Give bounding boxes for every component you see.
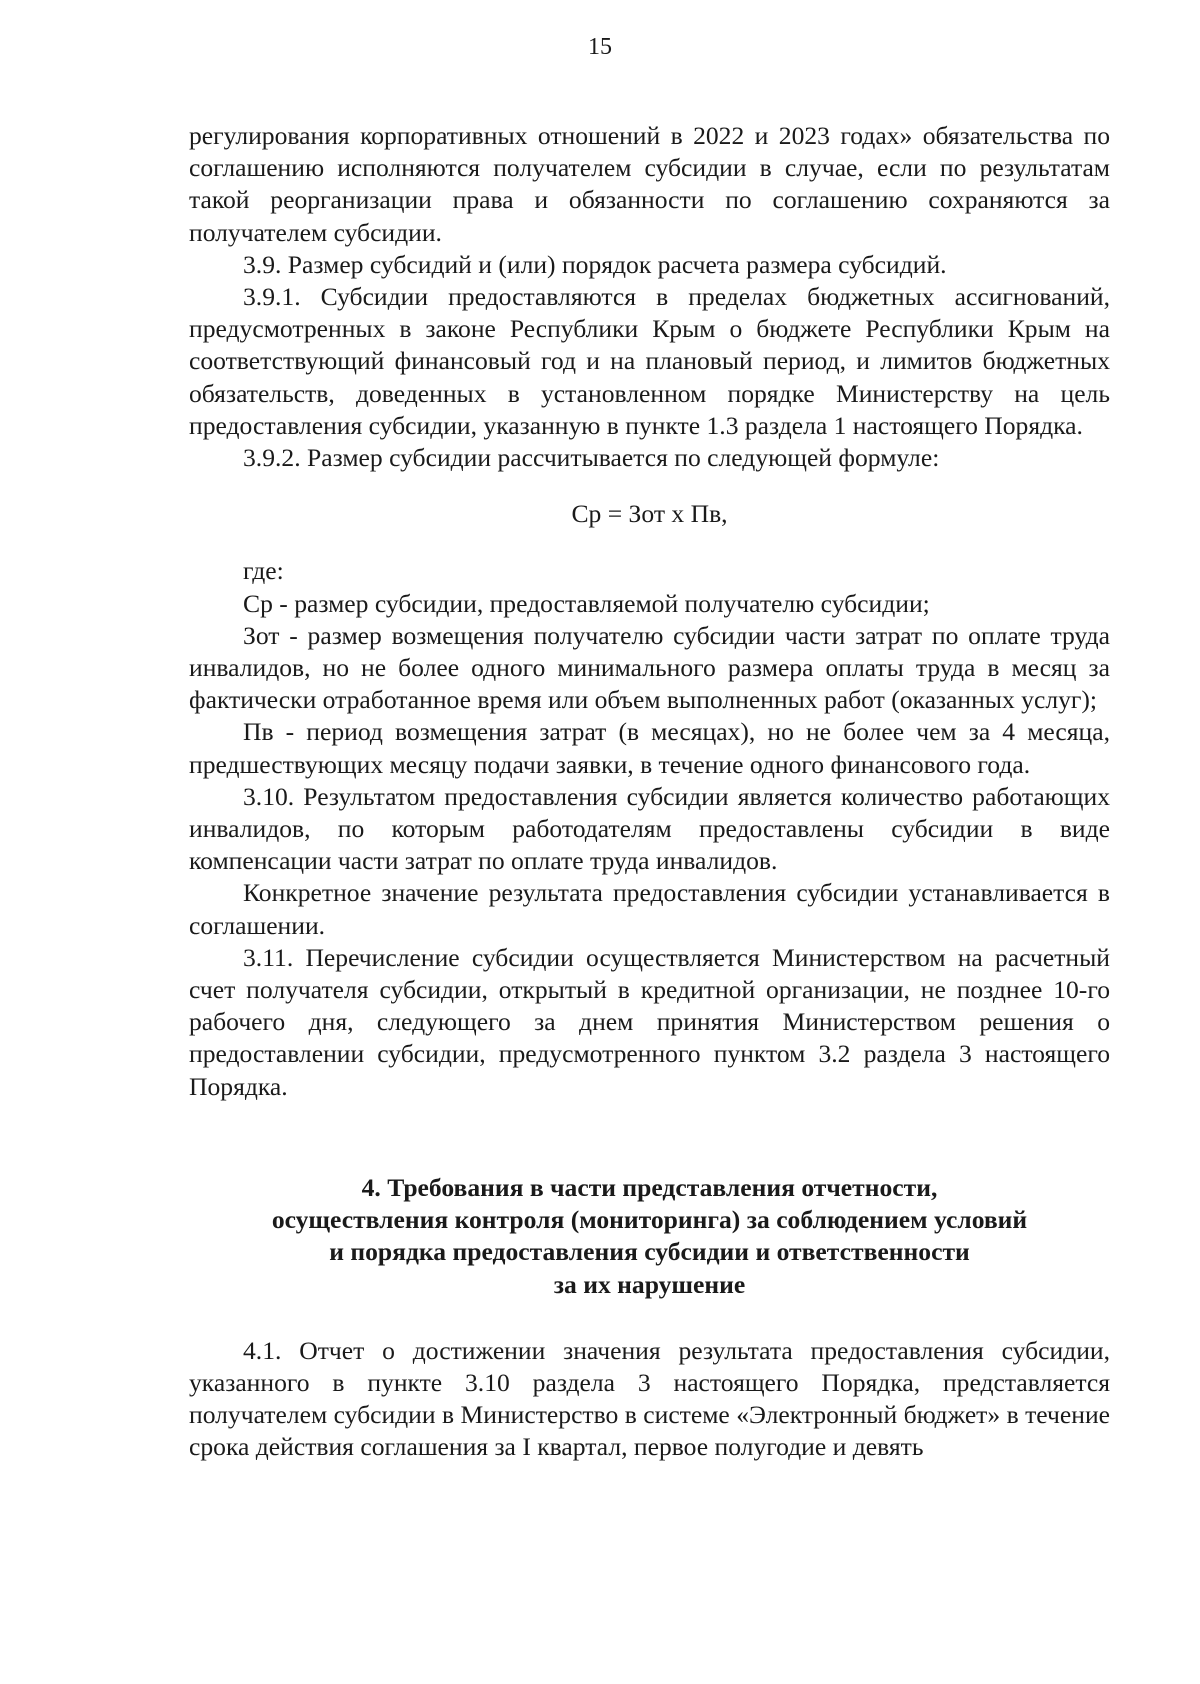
paragraph: 3.9.2. Размер субсидии рассчитывается по следующей формуле: — [243, 443, 940, 473]
paragraph: 3.9. Размер субсидий и (или) порядок расчета размера субсидий. — [243, 249, 947, 279]
paragraph: Зот - размер возмещения получателю субсидии части затрат по оплате труда инвалидов, но не более одного минимального размера оплаты труда в месяц за фактически отработанное время или объем выполненных работ (оказанных услуг); — [189, 620, 1110, 715]
section-heading-line: и порядка предоставления субсидии и ответственности — [329, 1237, 970, 1267]
paragraph: Пв - период возмещения затрат (в месяцах), но не более чем за 4 месяца, предшествующих месяцу подачи заявки, в течение одного финансового года. — [189, 717, 1110, 779]
paragraph: 3.11. Перечисление субсидии осуществляется Министерством на расчетный счет получателя субсидии, открытый в кредитной организации, не позднее 10-го рабочего дня, следующего за днем принятия Министерством решения о предоставлении субсидии, предусмотренного пунктом 3.2 раздела 3 настоящего Порядка. — [189, 942, 1110, 1101]
paragraphs-top — [189, 120, 1110, 474]
paragraph: где: — [243, 556, 284, 586]
document-body — [189, 120, 1110, 1464]
formula: Ср = Зот х Пв, — [571, 499, 728, 529]
paragraph: 3.9.1. Субсидии предоставляются в пределах бюджетных ассигнований, предусмотренных в законе Республики Крым о бюджете Республики Крым на соответствующий финансовый год и на плановый период, и лимитов бюджетных обязательств, доведенных в установленном порядке Министерству на цель предоставления субсидии, указанную в пункте 1.3 раздела 1 настоящего Порядка. — [189, 282, 1110, 440]
page-number: 15 — [588, 34, 612, 60]
paragraph: 4.1. Отчет о достижении значения результата предоставления субсидии, указанного в пункте 3.10 раздела 3 настоящего Порядка, представляется получателем субсидии в Министерство в системе «Электронный бюджет» в течение срока действия соглашения за I квартал, первое полугодие и девять — [189, 1335, 1110, 1462]
section-heading-line: осуществления контроля (мониторинга) за соблюдением условий — [271, 1205, 1028, 1235]
paragraphs-bottom — [189, 1335, 1110, 1464]
paragraph: 3.10. Результатом предоставления субсидии является количество работающих инвалидов, по которым работодателям предоставлены субсидии в виде компенсации части затрат по оплате труда инвалидов. — [189, 781, 1110, 876]
section-heading-line: 4. Требования в части представления отчетности, — [361, 1172, 938, 1202]
section-heading-line: за их нарушение — [553, 1269, 746, 1299]
paragraph: Ср - размер субсидии, предоставляемой получателю субсидии; — [243, 588, 930, 618]
paragraph: Конкретное значение результата предоставления субсидии устанавливается в соглашении. — [189, 878, 1110, 940]
paragraph: регулирования корпоративных отношений в 2022 и 2023 годах» обязательства по соглашению исполняются получателем субсидии в случае, если по результатам такой реорганизации права и обязанности по соглашению сохраняются за получателем субсидии. — [189, 121, 1110, 247]
section-heading — [189, 1172, 1110, 1301]
paragraphs-mid — [189, 555, 1110, 1102]
